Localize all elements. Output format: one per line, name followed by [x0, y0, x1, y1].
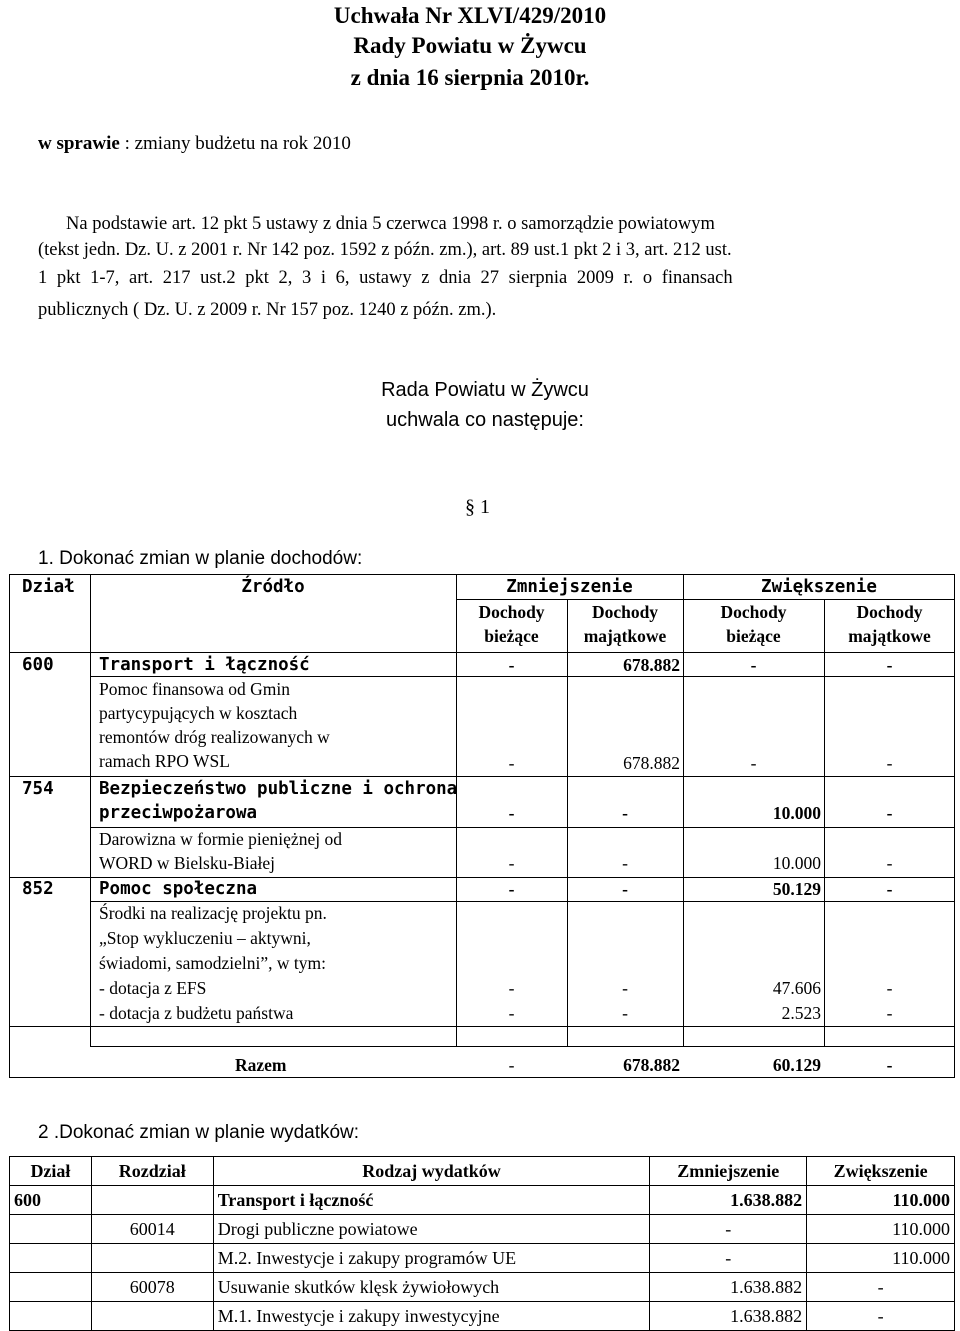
cell-decrease: - [650, 1244, 807, 1273]
resolution-number: Uchwała Nr XLVI/429/2010 [333, 3, 607, 28]
paragraph-mark: § 1 [465, 496, 490, 518]
row754-decrease-capital: - [622, 803, 628, 823]
cell-increase: - [807, 1302, 955, 1331]
cell-dzial [10, 1273, 92, 1302]
col-increase-header: Zwiększenie [807, 1157, 955, 1186]
col-zrodlo-header: Źródło [241, 577, 305, 597]
col-decrease-header: Zmniejszenie [650, 1157, 807, 1186]
income-grid-line [10, 1026, 955, 1027]
row754-name [99, 777, 457, 825]
row754a-desc-line: WORD w Bielsku-Białej [99, 853, 275, 873]
cell-rozdzial [91, 1244, 213, 1273]
subject-label: w sprawie [38, 133, 120, 154]
row852-increase-capital: - [886, 879, 893, 899]
row600-dzial: 600 [22, 655, 54, 675]
row754a-decrease-capital: - [622, 853, 628, 873]
subcol-label-dochody: Dochody [591, 602, 659, 622]
row754-name-line: przeciwpożarowa [99, 803, 258, 823]
cell-rozdzial: 60014 [91, 1215, 213, 1244]
row852a-desc [99, 901, 327, 1026]
cell-rodzaj: Drogi publiczne powiatowe [213, 1215, 650, 1244]
cell-decrease: 1.638.882 [650, 1186, 807, 1215]
row600a-desc-line: Pomoc finansowa od Gmin [99, 679, 291, 699]
resolution-date: z dnia 16 sierpnia 2010r. [350, 65, 590, 90]
expense-changes-heading: 2 .Dokonać zmian w planie wydatków: [38, 1122, 360, 1143]
row852a-bp-increase-capital: - [886, 1003, 893, 1023]
row600a-desc [99, 677, 330, 773]
row852-name: Pomoc społeczna [99, 879, 258, 899]
row852a-desc-line: - dotacja z EFS [99, 978, 207, 998]
row754a-increase-current: 10.000 [772, 853, 821, 873]
row600-decrease-current: - [508, 655, 515, 675]
cell-rozdzial: 60078 [91, 1273, 213, 1302]
resolving-phrase: uchwala co następuje: [386, 409, 584, 431]
row852a-bp-increase-current: 2.523 [781, 1003, 821, 1023]
row754-increase-capital: - [886, 803, 893, 823]
row754-name-line: Bezpieczeństwo publiczne i ochrona [99, 779, 458, 799]
row852-decrease-capital: - [622, 879, 628, 899]
cell-increase: - [807, 1273, 955, 1302]
subcol-decrease-capital [567, 600, 683, 648]
total-decrease-capital: 678.882 [623, 1055, 680, 1075]
income-grid-line [90, 575, 91, 1047]
row852a-desc-line: „Stop wykluczeniu – aktywni, [99, 928, 311, 948]
row852a-desc-line: świadomi, samodzielni”, w tym: [99, 953, 326, 973]
row600a-increase-capital: - [886, 753, 893, 773]
subcol-label-majatkowe: majątkowe [583, 626, 667, 646]
income-grid-line [90, 1046, 955, 1047]
row600a-desc-line: remontów dróg realizowanych w [99, 727, 330, 747]
subject-text: : zmiany budżetu na rok 2010 [119, 133, 351, 154]
legal-basis-line-3: 1 pkt 1-7, art. 217 ust.2 pkt 2, 3 i 6, ustawy z dnia 27 sierpnia 2009 r. o finansach [38, 268, 733, 288]
row852a-efs-increase-current: 47.606 [772, 978, 821, 998]
row600-name: Transport i łączność [99, 655, 310, 675]
row600a-decrease-current: - [508, 753, 515, 773]
row754a-desc [99, 827, 342, 875]
row754-dzial: 754 [22, 779, 54, 799]
row600a-increase-current: - [750, 753, 757, 773]
row852a-efs-increase-capital: - [886, 978, 893, 998]
col-dzial-header: Dział [22, 577, 75, 597]
cell-rozdzial [91, 1302, 213, 1331]
total-decrease-current: - [508, 1055, 515, 1075]
row600-decrease-capital: 678.882 [623, 655, 680, 675]
cell-dzial [10, 1215, 92, 1244]
col-increase-header: Zwiększenie [761, 577, 877, 597]
col-dzial-header: Dział [10, 1157, 92, 1186]
row852a-desc-line: - dotacja z budżetu państwa [99, 1003, 294, 1023]
subcol-label-dochody: Dochody [720, 602, 787, 622]
row852-decrease-current: - [508, 879, 515, 899]
subcol-label-dochody: Dochody [856, 602, 923, 622]
row600-increase-capital: - [886, 655, 893, 675]
row600a-decrease-capital: 678.882 [623, 753, 680, 773]
expenses-header-row [10, 1157, 955, 1186]
row754-increase-current: 10.000 [772, 803, 821, 823]
subcol-label-biezace: bieżące [726, 626, 781, 646]
total-increase-capital: - [886, 1055, 893, 1075]
table-row [10, 1273, 955, 1302]
table-row [10, 1186, 955, 1215]
row852a-desc-line: Środki na realizację projektu pn. [99, 903, 327, 923]
subcol-label-biezace: bieżące [484, 626, 539, 646]
row600a-desc-line: ramach RPO WSL [99, 751, 230, 771]
subcol-label-dochody: Dochody [478, 602, 545, 622]
row754a-increase-capital: - [886, 853, 893, 873]
cell-decrease: - [650, 1215, 807, 1244]
row600-increase-current: - [750, 655, 757, 675]
cell-rodzaj: M.1. Inwestycje i zakupy inwestycyjne [213, 1302, 650, 1331]
col-rodzaj-header: Rodzaj wydatków [213, 1157, 650, 1186]
total-label: Razem [235, 1055, 287, 1075]
cell-increase: 110.000 [807, 1215, 955, 1244]
subcol-increase-current [683, 600, 824, 648]
cell-rodzaj: Transport i łączność [213, 1186, 650, 1215]
legal-basis-line-1: Na podstawie art. 12 pkt 5 ustawy z dnia 5 czerwca 1998 r. o samorządzie powiatowym [66, 214, 715, 234]
legal-basis-line-2: (tekst jedn. Dz. U. z 2001 r. Nr 142 poz. 1592 z późn. zm.), art. 89 ust.1 pkt 2 i 3, art. 212 ust. [38, 240, 732, 260]
legal-basis-line-4: publicznych ( Dz. U. z 2009 r. Nr 157 poz. 1240 z późn. zm.). [38, 300, 497, 320]
row852a-bp-decrease-current: - [508, 1003, 515, 1023]
income-changes-heading: 1. Dokonać zmian w planie dochodów: [38, 548, 363, 569]
row600a-desc-line: partycypujących w kosztach [99, 703, 298, 723]
row852a-efs-decrease-current: - [508, 978, 515, 998]
table-row [10, 1215, 955, 1244]
cell-dzial: 600 [10, 1186, 92, 1215]
council-name: Rady Powiatu w Żywcu [353, 33, 587, 58]
income-table [9, 574, 955, 1078]
cell-increase: 110.000 [807, 1244, 955, 1273]
total-increase-current: 60.129 [772, 1055, 821, 1075]
row754a-decrease-current: - [508, 853, 515, 873]
row852a-bp-decrease-capital: - [622, 1003, 628, 1023]
cell-dzial [10, 1244, 92, 1273]
table-row [10, 1244, 955, 1273]
row852-dzial: 852 [22, 879, 54, 899]
cell-decrease: 1.638.882 [650, 1302, 807, 1331]
cell-rodzaj: M.2. Inwestycje i zakupy programów UE [213, 1244, 650, 1273]
cell-rozdzial [91, 1186, 213, 1215]
row754a-desc-line: Darowizna w formie pieniężnej od [99, 829, 342, 849]
row754-decrease-current: - [508, 803, 515, 823]
col-rozdzial-header: Rozdział [91, 1157, 213, 1186]
subcol-increase-capital [824, 600, 955, 648]
resolving-body: Rada Powiatu w Żywcu [381, 379, 589, 401]
table-row [10, 1302, 955, 1331]
expenses-table [9, 1156, 955, 1331]
subcol-decrease-current [456, 600, 567, 648]
cell-dzial [10, 1302, 92, 1331]
row852a-efs-decrease-capital: - [622, 978, 628, 998]
cell-increase: 110.000 [807, 1186, 955, 1215]
subject-line [38, 133, 351, 155]
row852-increase-current: 50.129 [772, 879, 821, 899]
cell-decrease: 1.638.882 [650, 1273, 807, 1302]
cell-rodzaj: Usuwanie skutków klęsk żywiołowych [213, 1273, 650, 1302]
subcol-label-majatkowe: majątkowe [848, 626, 931, 646]
col-decrease-header: Zmniejszenie [506, 577, 633, 597]
